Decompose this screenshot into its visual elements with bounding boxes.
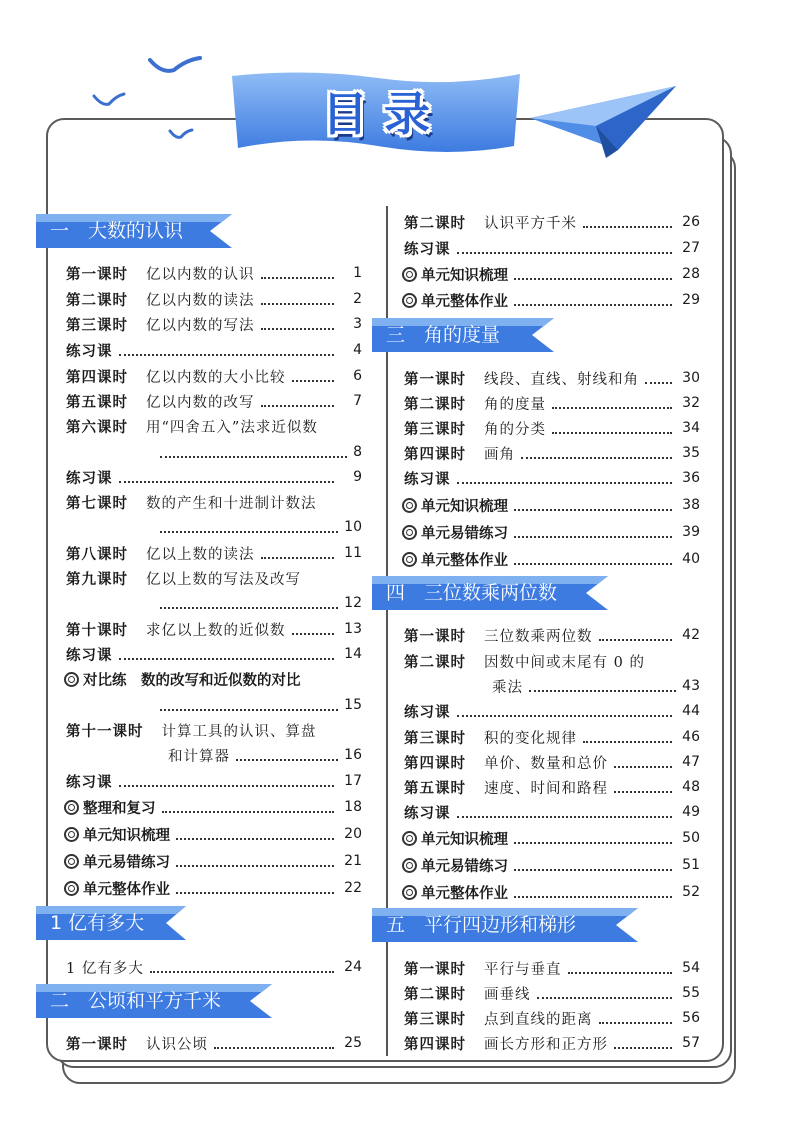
section-banner-4 (372, 318, 554, 352)
page-number: 14 (344, 646, 362, 662)
toc-entry-special[interactable] (402, 881, 700, 903)
toc-entry-special[interactable] (402, 827, 700, 849)
toc-entry[interactable] (404, 367, 700, 389)
lesson-title: 亿以内数的认识 (146, 266, 255, 283)
lesson-label: 第七课时 (66, 494, 128, 512)
leader-dots (261, 328, 335, 330)
page-number: 24 (344, 959, 362, 975)
page-number: 9 (353, 469, 362, 485)
toc-entry[interactable] (404, 982, 700, 1004)
leader-dots (176, 838, 334, 840)
leader-dots (261, 405, 335, 407)
bird-icon (92, 92, 126, 110)
leader-dots (514, 509, 672, 511)
lesson-title: 整理和复习 (83, 800, 156, 817)
page-number: 47 (682, 754, 700, 770)
toc-entry-continuation (160, 592, 362, 614)
leader-dots (529, 690, 676, 692)
toc-entry-special[interactable] (402, 289, 700, 311)
leader-dots (162, 811, 335, 813)
leader-dots (599, 639, 673, 641)
leader-dots (645, 382, 672, 384)
lesson-label: 第二课时 (404, 985, 466, 1003)
lesson-title: 计算工具的认识、算盘 (161, 723, 317, 740)
toc-entry[interactable] (404, 700, 700, 722)
lesson-title: 单元易错练习 (83, 854, 170, 871)
leader-dots (514, 563, 672, 565)
section-title: 一 大数的认识 (50, 220, 184, 242)
leader-dots (119, 658, 335, 660)
lesson-title: 角的分类 (484, 421, 546, 438)
lesson-title: 亿以内数的改写 (146, 394, 255, 411)
double-circle-icon (402, 293, 417, 308)
toc-entry[interactable] (66, 466, 362, 488)
toc-entry-continuation (492, 675, 700, 697)
leader-dots (119, 354, 335, 356)
leader-dots (119, 785, 335, 787)
toc-entry-special[interactable] (402, 263, 700, 285)
leader-dots (457, 482, 673, 484)
leader-dots (599, 1022, 673, 1024)
page-number: 38 (682, 497, 700, 513)
leader-dots (568, 972, 673, 974)
toc-entry-special[interactable] (402, 854, 700, 876)
lesson-label: 第一课时 (66, 1035, 128, 1053)
page-number: 34 (682, 420, 700, 436)
double-circle-icon (402, 885, 417, 900)
page-number: 16 (344, 747, 362, 763)
double-circle-icon (402, 525, 417, 540)
toc-entry[interactable] (66, 643, 362, 665)
page-number: 7 (353, 393, 362, 409)
lesson-label: 第五课时 (404, 779, 466, 797)
page-number: 27 (682, 240, 700, 256)
toc-entry-special[interactable] (402, 494, 700, 516)
lesson-label: 第八课时 (66, 545, 128, 563)
section-banner-1 (36, 214, 232, 248)
toc-entry[interactable] (66, 262, 362, 284)
leader-dots (457, 816, 673, 818)
page-number: 28 (682, 266, 700, 282)
toc-entry-special[interactable] (64, 850, 362, 872)
lesson-title: 亿以上数的写法及改写 (146, 571, 301, 588)
lesson-label: 第一课时 (404, 370, 466, 388)
page-number: 6 (353, 368, 362, 384)
lesson-label: 第三课时 (404, 1010, 466, 1028)
toc-entry-special[interactable] (402, 548, 700, 570)
leader-dots (514, 896, 672, 898)
toc-entry[interactable] (404, 957, 700, 979)
page-number: 29 (682, 292, 700, 308)
lesson-title: 亿以上数的读法 (146, 546, 255, 563)
double-circle-icon (402, 831, 417, 846)
lesson-label: 练习课 (66, 773, 113, 791)
leader-dots (176, 892, 334, 894)
leader-dots (514, 278, 672, 280)
leader-dots (160, 607, 338, 609)
toc-entry[interactable] (66, 415, 318, 437)
toc-entry-special[interactable] (64, 877, 362, 899)
lesson-label: 练习课 (404, 470, 451, 488)
bird-icon (148, 56, 202, 78)
page-number: 54 (682, 960, 700, 976)
page-number: 39 (682, 524, 700, 540)
toc-entry[interactable] (404, 1032, 700, 1054)
lesson-label: 第四课时 (66, 368, 128, 386)
lesson-label: 第一课时 (66, 265, 128, 283)
toc-entry[interactable] (404, 650, 645, 672)
lesson-title: 画长方形和正方形 (484, 1036, 608, 1053)
page-number: 18 (344, 799, 362, 815)
leader-dots (236, 759, 338, 761)
leader-dots (160, 531, 338, 533)
lesson-title: 单元易错练习 (421, 525, 508, 542)
lesson-label: 第三课时 (404, 420, 466, 438)
double-circle-icon (64, 800, 79, 815)
toc-entry-special[interactable] (64, 796, 362, 818)
lesson-label: 第四课时 (404, 445, 466, 463)
toc-entry[interactable] (66, 313, 362, 335)
section-title: 四 三位数乘两位数 (386, 582, 558, 604)
page-number: 36 (682, 470, 700, 486)
lesson-label: 练习课 (404, 703, 451, 721)
toc-entry[interactable] (404, 751, 700, 773)
page-number: 57 (682, 1035, 700, 1051)
toc-entry[interactable] (66, 288, 362, 310)
page-number: 22 (344, 880, 362, 896)
toc-entry-special[interactable] (64, 668, 301, 690)
page-number: 42 (682, 627, 700, 643)
page-number: 21 (344, 853, 362, 869)
page-number: 40 (682, 551, 700, 567)
lesson-label: 练习课 (66, 342, 113, 360)
lesson-title: 数的产生和十进制计数法 (146, 495, 317, 512)
page-number: 35 (682, 445, 700, 461)
lesson-title: 求亿以上数的近似数 (146, 622, 286, 639)
lesson-label: 第五课时 (66, 393, 128, 411)
lesson-label: 第一课时 (404, 627, 466, 645)
page-number: 48 (682, 779, 700, 795)
page-number: 25 (344, 1035, 362, 1051)
lesson-label: 练习课 (66, 469, 113, 487)
lesson-label: 第十课时 (66, 621, 128, 639)
toc-entry[interactable] (66, 956, 362, 978)
page-number: 50 (682, 830, 700, 846)
page-number: 2 (353, 291, 362, 307)
lesson-title: 点到直线的距离 (484, 1011, 593, 1028)
page-number: 15 (344, 697, 362, 713)
page-title (228, 76, 524, 146)
lesson-label: 第十一课时 (66, 722, 144, 740)
lesson-title: 用“四舍五入”法求近似数 (146, 419, 318, 436)
bird-icon (168, 128, 194, 142)
page-number: 43 (682, 678, 700, 694)
section-banner-5 (372, 576, 608, 610)
page-number: 3 (353, 316, 362, 332)
lesson-title: 平行与垂直 (484, 961, 562, 978)
toc-entry[interactable] (66, 618, 362, 640)
toc-entry[interactable] (66, 390, 362, 412)
lesson-label: 第二课时 (404, 395, 466, 413)
toc-entry[interactable] (404, 211, 700, 233)
leader-dots (514, 842, 672, 844)
page-number: 51 (682, 857, 700, 873)
leader-dots (261, 303, 335, 305)
lesson-label: 第二课时 (404, 214, 466, 232)
lesson-title: 单价、数量和总价 (484, 755, 608, 772)
lesson-title: 单元整体作业 (421, 293, 508, 310)
lesson-label: 第四课时 (404, 754, 466, 772)
double-circle-icon (64, 881, 79, 896)
toc-entry[interactable] (404, 237, 700, 259)
page-number: 55 (682, 985, 700, 1001)
double-circle-icon (64, 854, 79, 869)
section-banner-2 (36, 906, 186, 940)
leader-dots (583, 741, 672, 743)
toc-entry[interactable] (404, 726, 700, 748)
toc-entry-continuation (160, 441, 362, 463)
section-title: 二 公顷和平方千米 (50, 990, 222, 1012)
page-number: 32 (682, 395, 700, 411)
toc-entry[interactable] (66, 491, 317, 513)
toc-entry-continuation (160, 694, 362, 716)
toc-entry[interactable] (404, 801, 700, 823)
toc-entry[interactable] (66, 365, 362, 387)
leader-dots (160, 709, 338, 711)
leader-dots (261, 557, 335, 559)
toc-entry[interactable] (404, 467, 700, 489)
leader-dots (457, 715, 673, 717)
lesson-label: 第二课时 (404, 653, 466, 671)
lesson-title: 亿以内数的写法 (146, 317, 255, 334)
leader-dots (119, 481, 335, 483)
page-number: 13 (344, 621, 362, 637)
toc-entry[interactable] (66, 719, 317, 741)
toc-entry[interactable] (66, 1032, 362, 1054)
toc-entry[interactable] (404, 1007, 700, 1029)
page-number: 1 (353, 265, 362, 281)
leader-dots (552, 432, 672, 434)
double-circle-icon (402, 552, 417, 567)
lesson-title: 积的变化规律 (484, 730, 577, 747)
lesson-title: 单元知识梳理 (83, 827, 170, 844)
lesson-title: 认识公顷 (146, 1036, 208, 1053)
page-number: 30 (682, 370, 700, 386)
leader-dots (292, 633, 335, 635)
page-number: 4 (353, 342, 362, 358)
lesson-title: 三位数乘两位数 (484, 628, 593, 645)
page-number: 20 (344, 826, 362, 842)
lesson-title: 亿以内数的大小比较 (146, 369, 286, 386)
toc-entry[interactable] (404, 776, 700, 798)
leader-dots (176, 865, 334, 867)
title-char-1: 目 (322, 87, 368, 141)
lesson-title: 单元易错练习 (421, 858, 508, 875)
lesson-label: 第三课时 (404, 729, 466, 747)
page-number: 56 (682, 1010, 700, 1026)
lesson-title: 画角 (484, 446, 515, 463)
toc-entry-continuation (160, 516, 362, 538)
lesson-title: 速度、时间和路程 (484, 780, 608, 797)
double-circle-icon (64, 827, 79, 842)
section-title: 三 角的度量 (386, 324, 501, 346)
section-title: 1 亿有多大 (50, 912, 145, 934)
page-number: 17 (344, 773, 362, 789)
lesson-label: 1 亿有多大 (66, 960, 144, 977)
toc-entry-continuation (168, 744, 362, 766)
lesson-title: 因数中间或末尾有 0 的 (484, 654, 645, 671)
page-number: 10 (344, 519, 362, 535)
paper-plane-icon (526, 80, 686, 160)
leader-dots (292, 380, 335, 382)
leader-dots (160, 456, 347, 458)
leader-dots (514, 869, 672, 871)
lesson-title: 单元整体作业 (421, 552, 508, 569)
page-number: 52 (682, 884, 700, 900)
lesson-title: 单元整体作业 (421, 885, 508, 902)
title-char-2: 录 (384, 87, 430, 141)
double-circle-icon (402, 858, 417, 873)
lesson-label: 第一课时 (404, 960, 466, 978)
toc-entry[interactable] (404, 392, 700, 414)
lesson-title: 对比练 数的改写和近似数的对比 (83, 672, 301, 689)
toc-entry[interactable] (404, 624, 700, 646)
lesson-title: 线段、直线、射线和角 (484, 371, 639, 388)
lesson-label: 第二课时 (66, 291, 128, 309)
lesson-label: 第九课时 (66, 570, 128, 588)
toc-entry[interactable] (66, 567, 301, 589)
toc-entry[interactable] (66, 339, 362, 361)
leader-dots (552, 407, 672, 409)
double-circle-icon (402, 498, 417, 513)
toc-entry-special[interactable] (402, 521, 700, 543)
toc-entry[interactable] (66, 542, 362, 564)
lesson-label: 第四课时 (404, 1035, 466, 1053)
section-banner-3 (36, 984, 272, 1018)
leader-dots (521, 457, 672, 459)
lesson-label: 第六课时 (66, 418, 128, 436)
leader-dots (614, 1047, 672, 1049)
lesson-label: 练习课 (66, 646, 113, 664)
leader-dots (583, 226, 672, 228)
lesson-title: 单元整体作业 (83, 881, 170, 898)
lesson-title: 亿以内数的读法 (146, 292, 255, 309)
leader-dots (261, 277, 335, 279)
lesson-title: 角的度量 (484, 396, 546, 413)
page-number: 8 (353, 444, 362, 460)
page-number: 12 (344, 595, 362, 611)
leader-dots (514, 536, 672, 538)
lesson-label: 练习课 (404, 240, 451, 258)
lesson-title-cont: 和计算器 (168, 748, 230, 765)
leader-dots (537, 997, 673, 999)
leader-dots (150, 971, 334, 973)
page-number: 49 (682, 804, 700, 820)
toc-entry-special[interactable] (64, 823, 362, 845)
section-banner-6 (372, 908, 638, 942)
lesson-title: 单元知识梳理 (421, 831, 508, 848)
leader-dots (214, 1047, 334, 1049)
leader-dots (457, 252, 673, 254)
double-circle-icon (402, 267, 417, 282)
section-title: 五 平行四边形和梯形 (386, 914, 577, 936)
page-number: 11 (344, 545, 362, 561)
lesson-title: 单元知识梳理 (421, 267, 508, 284)
lesson-title-cont: 乘法 (492, 679, 523, 696)
toc-entry[interactable] (66, 770, 362, 792)
lesson-title: 单元知识梳理 (421, 498, 508, 515)
toc-entry[interactable] (404, 442, 700, 464)
page-number: 26 (682, 214, 700, 230)
leader-dots (614, 766, 672, 768)
leader-dots (614, 791, 672, 793)
lesson-label: 练习课 (404, 804, 451, 822)
page-number: 46 (682, 729, 700, 745)
lesson-title: 认识平方千米 (484, 215, 577, 232)
double-circle-icon (64, 672, 79, 687)
toc-entry[interactable] (404, 417, 700, 439)
page-number: 44 (682, 703, 700, 719)
lesson-title: 画垂线 (484, 986, 531, 1003)
lesson-label: 第三课时 (66, 316, 128, 334)
leader-dots (514, 304, 672, 306)
